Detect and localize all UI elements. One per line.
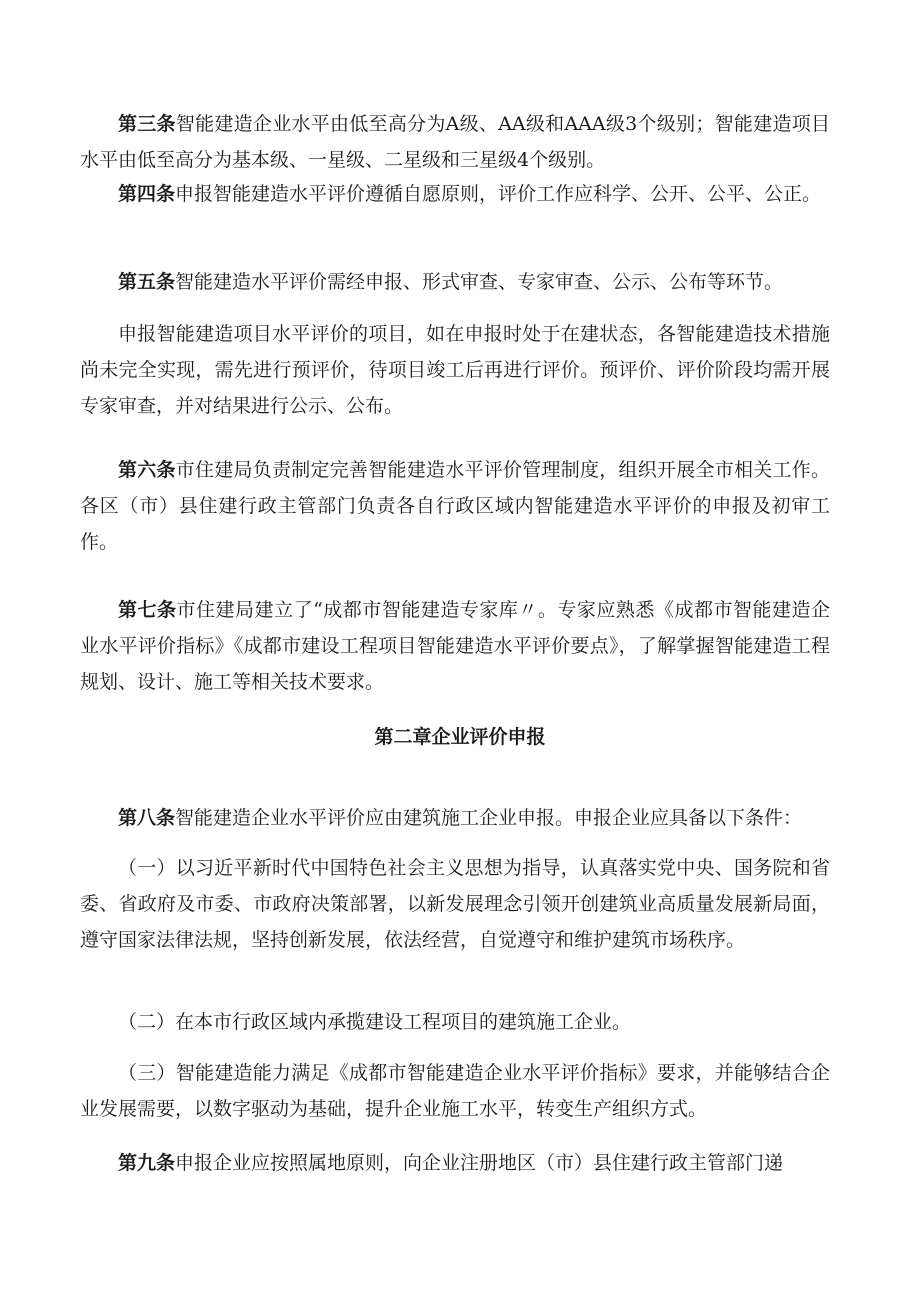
article-8-clause-3-text: （三）智能建造能力满足《成都市智能建造企业水平评价指标》要求，并能够结合企业发展需要，以数字驱动为基础，提升企业施工水平，转变生产组织方式。 (80, 1062, 830, 1120)
article-4-lead: 第四条 (118, 183, 176, 205)
article-3-text: 智能建造企业水平由低至高分为A级、AA级和AAA级3个级别；智能建造项目水平由低至高分为基本级、一星级、二星级和三星级4个级别。 (80, 113, 830, 171)
chapter-2-title: 第二章企业评价申报 (374, 726, 546, 748)
article-9-text: 申报企业应按照属地原则，向企业注册地区（市）县住建行政主管部门递 (175, 1152, 784, 1174)
article-8-clause-3 (80, 1055, 830, 1127)
article-6-lead: 第六条 (118, 459, 176, 481)
article-8-clause-1-text: （一）以习近平新时代中国特色社会主义思想为指导，认真落实党中央、国务院和省委、省政府及市委、市政府决策部署，以新发展理念引领开创建筑业高质量发展新局面，遵守国家法律法规，坚持创新发展，依法经营，自觉遵守和维护建筑市场秩序。 (80, 857, 830, 951)
article-8-clause-1 (80, 850, 830, 958)
article-5-paragraph-2 (80, 316, 830, 424)
article-6 (80, 452, 830, 560)
article-8-lead: 第八条 (118, 807, 176, 829)
article-8-clause-2-text: （二）在本市行政区域内承揽建设工程项目的建筑施工企业。 (118, 1011, 632, 1033)
article-8 (80, 800, 830, 836)
article-5 (80, 264, 830, 300)
article-4 (80, 176, 830, 212)
article-9-lead: 第九条 (118, 1152, 176, 1174)
article-3 (80, 106, 830, 178)
article-7 (80, 592, 830, 700)
article-5-text: 智能建造水平评价需经申报、形式审查、专家审查、公示、公布等环节。 (175, 271, 784, 293)
article-7-text: 市住建局建立了“成都市智能建造专家库〃。专家应熟悉《成都市智能建造企业水平评价指标》《成都市建设工程项目智能建造水平评价要点》，了解掌握智能建造工程规划、设计、施工等相关技术要求。 (80, 599, 830, 693)
article-5-paragraph-2-text: 申报智能建造项目水平评价的项目，如在申报时处于在建状态，各智能建造技术措施尚未完全实现，需先进行预评价，待项目竣工后再进行评价。预评价、评价阶段均需开展专家审查，并对结果进行公示、公布。 (80, 323, 830, 417)
article-3-lead: 第三条 (118, 113, 176, 135)
article-8-text: 智能建造企业水平评价应由建筑施工企业申报。申报企业应具备以下条件： (175, 807, 803, 829)
article-8-clause-2 (80, 1004, 830, 1040)
article-7-lead: 第七条 (118, 599, 177, 621)
article-4-text: 申报智能建造水平评价遵循自愿原则，评价工作应科学、公开、公平、公正。 (175, 183, 822, 205)
article-5-lead: 第五条 (118, 271, 176, 293)
article-9 (80, 1145, 830, 1181)
article-6-text: 市住建局负责制定完善智能建造水平评价管理制度，组织开展全市相关工作。各区（市）县住建行政主管部门负责各自行政区域内智能建造水平评价的申报及初审工作。 (80, 459, 830, 553)
